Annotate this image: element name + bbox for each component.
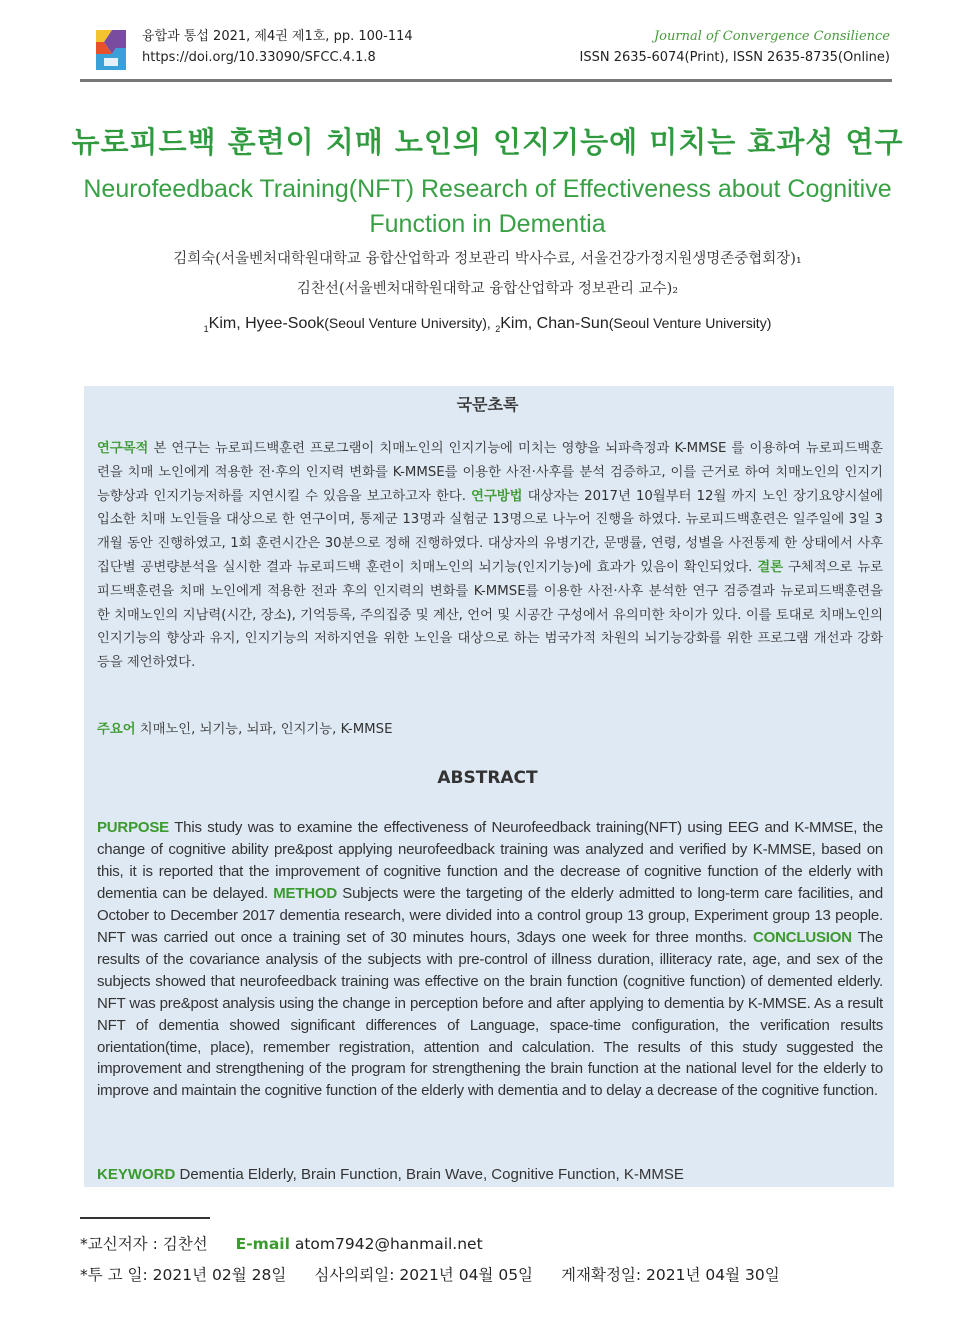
author-2-affiliation: (Seoul Venture University) (608, 315, 772, 331)
footnote-rule (80, 1217, 210, 1219)
author-1-affiliation: (Seoul Venture University), (324, 315, 491, 331)
ko-result-label: 결론 (757, 559, 784, 575)
en-purpose-label: PURPOSE (97, 819, 169, 836)
en-conclusion-label: CONCLUSION (753, 928, 852, 946)
english-abstract-heading: ABSTRACT (437, 768, 538, 788)
en-keyword-label: KEYWORD (97, 1166, 176, 1183)
ko-keyword-label: 주요어 (97, 722, 136, 737)
accepted-date: 게재확정일: 2021년 04월 30일 (561, 1266, 780, 1284)
ko-method-text: 대상자는 2017년 10월부터 12월 까지 노인 장기요양시설에 입소한 치매 노인들을 대상으로 한 연구이며, 통제군 13명과 실험군 13명으로 나누어 진행을 하였다. 뉴로피드백훈련은 일주일에 3일 3개월 동안 진행하였고, 1회 훈련시간은 30분으로 정해 진행하였다. 대상자의 유병기간, 문맹률, 연령, 성별을 사전통제 한 상태에서 사후 집단별 공변량분석을 실시한 결과 뉴로피드백 훈련이 치매노인의 뇌기능(인지기능)에 효과가 있음이 확인되었다. (97, 488, 883, 575)
ko-keyword-text: 치매노인, 뇌기능, 뇌파, 인지기능, K-MMSE (135, 722, 393, 737)
ko-purpose-text: 본 연구는 뉴로피드백훈련 프로그램이 치매노인의 인지기능에 미치는 영향을 뇌파측정과 K-MMSE 를 이용하여 뉴로피드백훈련을 치매 노인에게 적용한 전·후의 인지력 변화를 K-MMSE를 이용한 사전·사후를 분석 검증하고, 이를 근거로 하여 치매노인의 인지기능향상과 인지기능저하를 지연시킬 수 있음을 보고하고자 한다. (97, 441, 883, 504)
corresponding-author: *교신저자 : 김찬선 (80, 1235, 208, 1253)
submission-dates (80, 1263, 780, 1285)
email-address[interactable]: atom7942@hanmail.net (294, 1235, 483, 1253)
journal-header (84, 24, 890, 76)
en-keyword-text: Dementia Elderly, Brain Function, Brain Wave, Cognitive Function, K-MMSE (175, 1166, 684, 1183)
submitted-date: *투 고 일: 2021년 02월 28일 (80, 1266, 287, 1284)
english-abstract-body (97, 817, 883, 1102)
korean-abstract-heading: 국문초록 (456, 395, 519, 414)
author-2-korean: 김찬선(서울벤처대학원대학교 융합산업학과 정보관리 교수)₂ (296, 281, 679, 297)
doi-link[interactable]: https://doi.org/10.33090/SFCC.4.1.8 (142, 50, 376, 65)
authors-english (0, 315, 975, 334)
reviewed-date: 심사의뢰일: 2021년 04월 05일 (314, 1266, 534, 1284)
english-keywords (97, 1166, 883, 1183)
korean-abstract-body (97, 437, 883, 675)
ko-purpose-label: 연구목적 (97, 441, 149, 456)
corresponding-author-note (80, 1232, 483, 1254)
author-1-korean: 김희숙(서울벤처대학원대학교 융합산업학과 정보관리 박사수료, 서울건강가정지원생명존중협회장)₁ (173, 251, 802, 267)
en-method-text: Subjects were the targeting of the elderly admitted to long-term care facilities, and October to December 2017 dementia research, were divided into a control group 13 group, Experiment group 13 people. NFT was carried out once a training set of 30 minutes hours, 3days one week for three months. (97, 884, 883, 946)
author-1-marker: 1 (203, 324, 209, 335)
title-english: Neurofeedback Training(NFT) Research of Effectiveness about Cognitive Function in Dementia (83, 175, 892, 238)
journal-citation: 융합과 통섭 2021, 제4권 제1호, pp. 100-114 (142, 29, 413, 44)
ko-method-label: 연구방법 (471, 488, 523, 504)
korean-keywords (97, 718, 883, 737)
header-rule (80, 79, 892, 82)
issn-line: ISSN 2635-6074(Print), ISSN 2635-8735(Online) (579, 50, 890, 65)
author-2-name: Kim, Chan-Sun (500, 315, 609, 332)
en-method-label: METHOD (273, 884, 338, 902)
author-1-name: Kim, Hyee-Sook (208, 315, 325, 332)
journal-name: Journal of Convergence Consilience (653, 29, 890, 44)
en-purpose-text: This study was to examine the effectiveness of Neurofeedback training(NFT) using EEG and K-MMSE, the change of cognitive ability pre&post applying neurofeedback training was analyzed and verified by K-MMSE, based on this, it is reported that the improvement of cognitive function and the decrease of cognitive function of the elderly with dementia can be delayed. (97, 819, 883, 902)
author-2-marker: 2 (495, 324, 501, 335)
en-conclusion-text: The results of the covariance analysis of the subjects with pre-control of illness duration, illiteracy rate, age, and sex of the subjects showed that neurofeedback training was effective on the brain function (cognitive function) of demented elderly. NFT was pre&post analysis using the change in perception before and after applying to dementia by K-MMSE. As a result NFT of dementia showed significant differences of Language, space-time configuration, the verification results orientation(time, place), remember registration, attention and calculation. The results of this study suggested the improvement and strengthening of the program for strengthening the brain function at the national level for the elderly to improve and maintain the cognitive function of the elderly with dementia and to delay a decrease of the cognitive function. (97, 928, 883, 1100)
journal-logo (90, 28, 130, 72)
email-label: E-mail (235, 1235, 290, 1253)
title-korean: 뉴로피드백 훈련이 치매 노인의 인지기능에 미치는 효과성 연구 (71, 125, 904, 159)
ko-result-text: 구체적으로 뉴로피드백훈련을 치매 노인에게 적용한 전과 후의 인지력의 변화를 K-MMSE를 이용한 사전·사후 분석한 연구 검증결과 뉴로피드백훈련을 한 치매노인의 지남력(시간, 장소), 기억등록, 주의집중 및 계산, 언어 및 시공간 구성에서 유의미한 차이가 있다. 이를 토대로 치매노인의 인지기능의 향상과 유지, 인지기능의 저하지연을 위한 노인을 대상으로 하는 범국가적 차원의 뇌기능강화를 위한 프로그램 개선과 강화 등을 제언하였다. (97, 559, 883, 671)
